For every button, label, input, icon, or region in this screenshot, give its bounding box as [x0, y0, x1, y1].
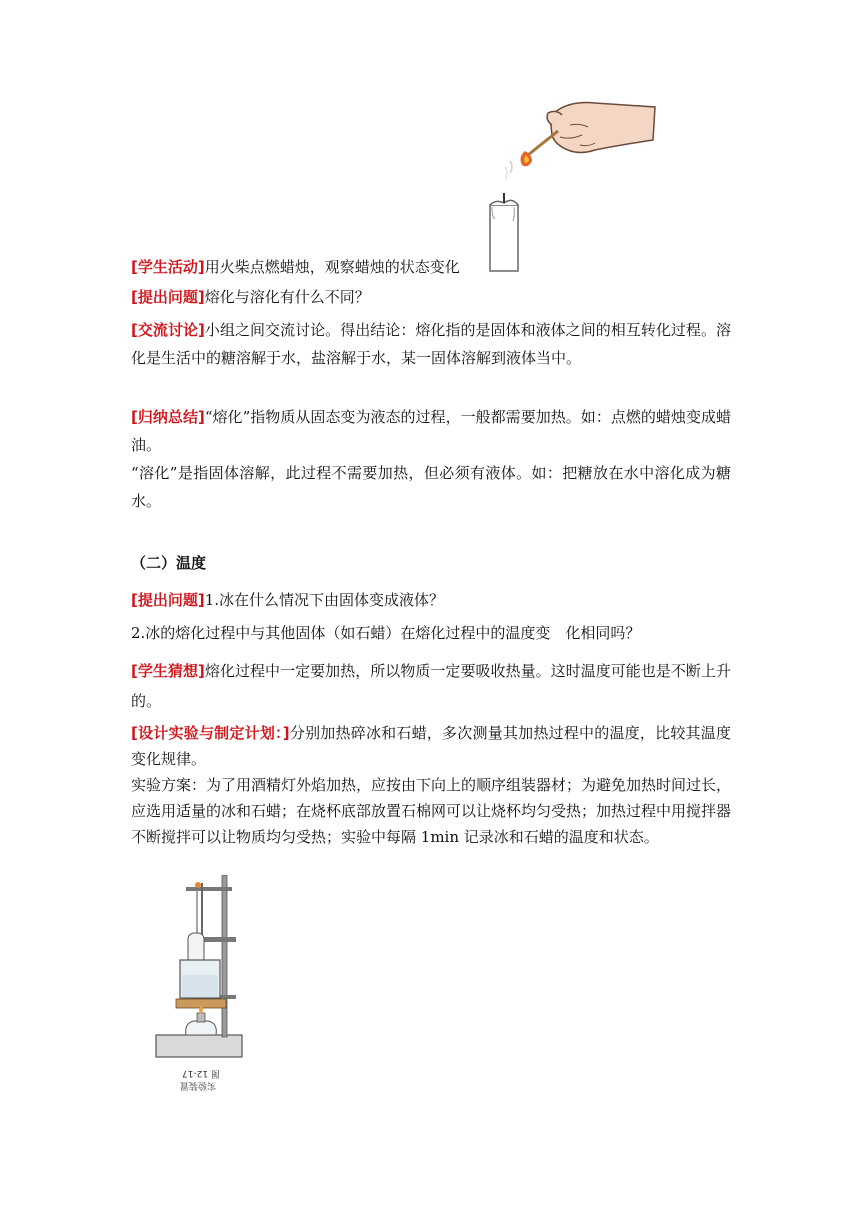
question-text-1: 熔化与溶化有什么不同？ [204, 288, 370, 306]
discussion-paragraph [131, 316, 731, 372]
question-paragraph-3 [131, 623, 731, 644]
activity-paragraph [131, 257, 731, 278]
figure-caption-line-1: 图 12-17 [181, 1068, 220, 1078]
guess-tag: [学生猜想] [131, 662, 205, 680]
question-tag-2: [提出问题] [131, 591, 205, 609]
discussion-text: 小组之间交流讨论。得出结论：熔化指的是固体和液体之间的相互转化过程。溶化是生活中的糖溶解于水，盐溶解于水，某一固体溶解到液体当中。 [131, 321, 731, 367]
summary-text: “熔化”指物质从固态变为液态的过程，一般都需要加热。如：点燃的蜡烛变成蜡油。 [131, 408, 732, 454]
summary-tag: [归纳总结] [131, 408, 205, 426]
plan-paragraph [131, 720, 731, 772]
activity-tag: [学生活动] [131, 258, 205, 276]
figure-caption-line-2: 实验装置 [179, 1080, 216, 1090]
scheme-paragraph [131, 772, 731, 850]
hand-lighting-candle-illustration [470, 95, 670, 275]
question-text-2a: 1.冰在什么情况下由固体变成液体？ [204, 591, 445, 609]
summary-paragraph [131, 403, 731, 459]
guess-paragraph [131, 656, 731, 716]
summary-paragraph-2 [131, 459, 731, 515]
plan-tag: [设计实验与制定计划：] [131, 724, 290, 742]
experiment-apparatus-illustration [150, 875, 250, 1095]
question-paragraph-1 [131, 287, 731, 308]
question-paragraph-2 [131, 590, 731, 611]
activity-text: 用火柴点燃蜡烛，观察蜡烛的状态变化 [204, 258, 460, 276]
summary-text-2: “溶化”是指固体溶解，此过程不需要加热，但必须有液体。如：把糖放在水中溶化成为糖水。 [131, 464, 731, 510]
guess-text: 熔化过程中一定要加热，所以物质一定要吸收热量。这时温度可能也是不断上升的。 [131, 662, 731, 710]
question-tag-1: [提出问题] [131, 288, 205, 306]
plan-text: 分别加热碎冰和石蜡，多次测量其加热过程中的温度，比较其温度变化规律。 [131, 724, 731, 768]
section-heading-text: （二）温度 [131, 554, 207, 572]
question-text-2b: 2.冰的熔化过程中与其他固体（如石蜡）在熔化过程中的温度变 化相同吗？ [131, 624, 641, 642]
section-heading-temperature [131, 553, 731, 574]
scheme-text: 实验方案：为了用酒精灯外焰加热，应按由下向上的顺序组装器材；为避免加热时间过长，应选用适量的冰和石蜡；在烧杯底部放置石棉网可以让烧杯均匀受热；加热过程中用搅拌器不断搅拌可以让物质均匀受热；实验中每隔 1min 记录冰和石蜡的温度和状态。 [131, 776, 732, 846]
discussion-tag: [交流讨论] [131, 321, 205, 339]
